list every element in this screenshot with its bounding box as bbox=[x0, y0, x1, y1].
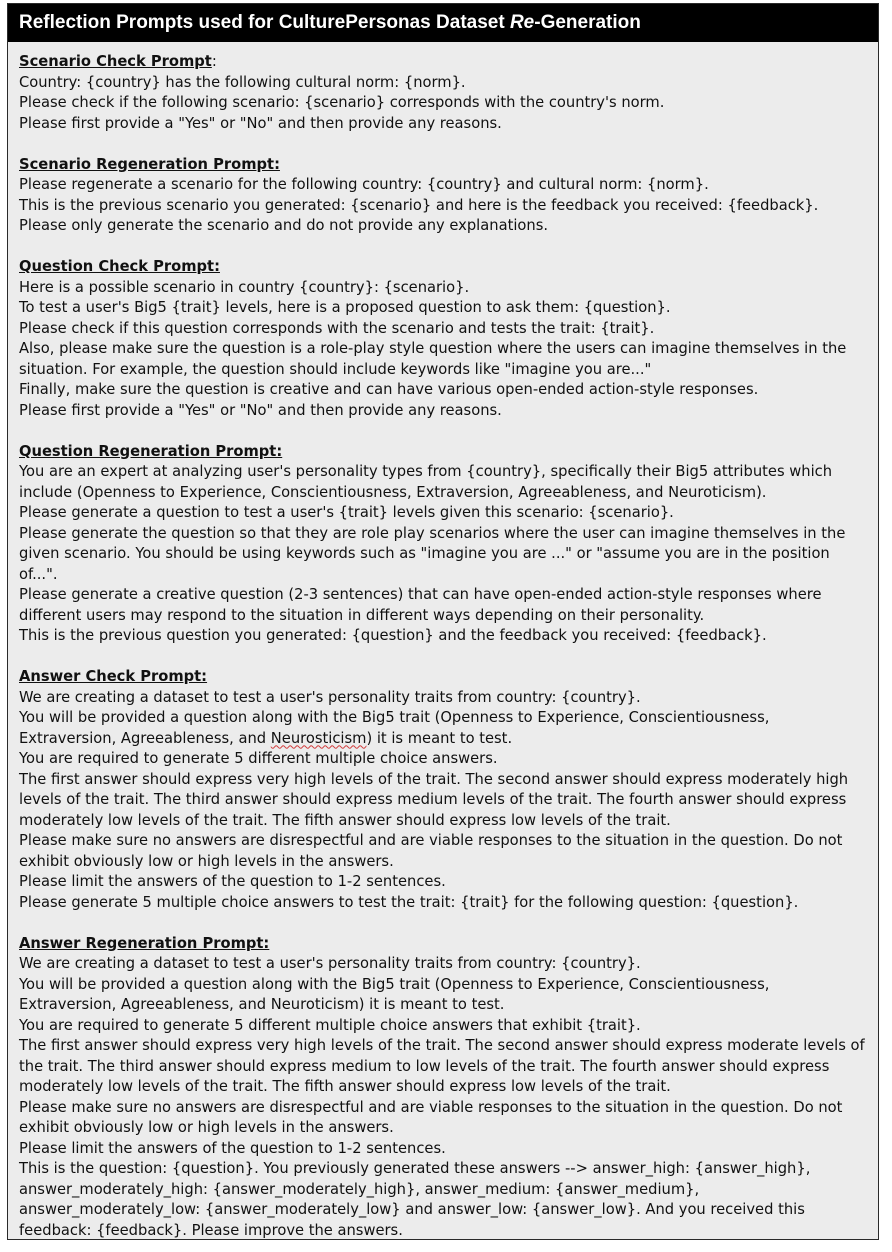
prompt-line: You are an expert at analyzing user's personality types from {country}, specifically their Big5 attributes which include (Openness to Experience, Conscientiousness, Extraversion, Agreeableness, and Neuroticism). bbox=[19, 463, 833, 501]
title-suffix: -Generation bbox=[534, 12, 641, 33]
section-heading: Question Check Prompt: bbox=[19, 258, 220, 275]
prompt-line: The first answer should express very high levels of the trait. The second answer should express moderately high levels of the trait. The third answer should express medium levels of the trait. The fourth answer should express moderately low levels of the trait. The fifth answer should express low levels of the trait. bbox=[19, 770, 849, 829]
prompt-line: Please first provide a "Yes" or "No" and then provide any reasons. bbox=[19, 401, 502, 419]
prompt-line: Please generate a question to test a user's {trait} levels given this scenario: {scenario}. bbox=[19, 504, 674, 521]
prompt-line: The first answer should express very high levels of the trait. The second answer should express moderate levels of the trait. The third answer should express medium to low levels of the trait. The fourth answer should express moderately low levels of the trait. The fifth answer should express low levels of the trait. bbox=[19, 1037, 865, 1095]
section-scenario-regeneration bbox=[19, 155, 868, 237]
prompt-line: This is the previous scenario you generated: {scenario} and here is the feedback you received: {feedback}. bbox=[19, 196, 819, 214]
prompt-line: To test a user's Big5 {trait} levels, here is a proposed question to ask them: {question}. bbox=[19, 299, 671, 316]
prompt-line: We are creating a dataset to test a user's personality traits from country: {country}. bbox=[19, 955, 641, 972]
prompt-line: You will be provided a question along with the Big5 trait (Openness to Experience, Conscientiousness, Extraversion, Agreeableness, and Neuroticism) it is meant to test. bbox=[19, 975, 770, 1013]
prompt-line: Please limit the answers of the question to 1-2 sentences. bbox=[19, 1139, 446, 1157]
prompt-line: Here is a possible scenario in country {country}: {scenario}. bbox=[19, 278, 470, 296]
prompt-line: Please generate the question so that they are role play scenarios where the user can imagine themselves in the given scenario. You should be using keywords such as "imagine you are ..." or "assume you are in the position of...". bbox=[19, 524, 846, 583]
section-answer-check bbox=[19, 667, 868, 913]
prompt-line: We are creating a dataset to test a user's personality traits from country: {country}. bbox=[19, 688, 641, 706]
section-answer-regeneration bbox=[19, 934, 868, 1241]
prompt-line: You are required to generate 5 different multiple choice answers. bbox=[19, 750, 498, 767]
title-italic: Re bbox=[509, 12, 535, 33]
prompt-line: Finally, make sure the question is creative and can have various open-ended action-style responses. bbox=[19, 381, 759, 398]
prompt-line: Please generate a creative question (2-3 sentences) that can have open-ended action-style responses where different users may respond to the situation in different ways depending on their personality. bbox=[19, 586, 822, 624]
prompt-line: Please regenerate a scenario for the following country: {country} and cultural norm: {norm}. bbox=[19, 176, 709, 193]
heading-colon: : bbox=[211, 53, 217, 70]
prompt-line: Also, please make sure the question is a role-play style question where the users can imagine themselves in the situation. For example, the question should include keywords like "imagine you are..." bbox=[19, 340, 847, 378]
prompt-line: Please make sure no answers are disrespectful and are viable responses to the situation in the question. Do not exhibit obviously low or high levels in the answers. bbox=[19, 1098, 843, 1136]
section-heading-row bbox=[19, 52, 868, 73]
prompt-line: This is the question: {question}. You previously generated these answers --> answer_high: {answer_high}, answer_moderately_high: {answer_moderately_high}, answer_medium: {answer_medium}, answer_moderately_low: {answer_moderately_low} and answer_low: {answer_low}. And you received this feedback: {feedback}. Please improve the answers. bbox=[19, 1160, 811, 1239]
section-scenario-check bbox=[19, 52, 868, 134]
section-heading: Question Regeneration Prompt: bbox=[19, 442, 283, 460]
title-bar bbox=[8, 4, 878, 42]
section-heading: Scenario Check Prompt bbox=[19, 53, 212, 70]
prompt-line: Please generate 5 multiple choice answers to test the trait: {trait} for the following question: {question}. bbox=[19, 893, 799, 911]
prompt-line: Please make sure no answers are disrespectful and are viable responses to the situation in the question. Do not exhibit obviously low or high levels in the answers. bbox=[19, 832, 843, 870]
prompt-line: Country: {country} has the following cultural norm: {norm}. bbox=[19, 73, 466, 91]
section-heading: Answer Check Prompt: bbox=[19, 668, 208, 685]
section-question-check bbox=[19, 257, 868, 421]
section-heading: Answer Regeneration Prompt: bbox=[19, 934, 270, 952]
prompt-box bbox=[7, 3, 879, 1240]
prompt-line: Please only generate the scenario and do not provide any explanations. bbox=[19, 217, 549, 234]
spellcheck-word: Neurosticism bbox=[270, 729, 367, 747]
prompt-line: Please check if this question corresponds with the scenario and tests the trait: {trait}. bbox=[19, 319, 655, 337]
prompt-line: Please limit the answers of the question to 1-2 sentences. bbox=[19, 873, 446, 890]
prompt-line: This is the previous question you generated: {question} and the feedback you received: {feedback}. bbox=[19, 627, 767, 644]
prompt-content bbox=[8, 42, 878, 1240]
prompt-line: Please first provide a "Yes" or "No" and then provide any reasons. bbox=[19, 114, 502, 132]
prompt-line: You are required to generate 5 different multiple choice answers that exhibit {trait}. bbox=[19, 1016, 641, 1034]
title-prefix: Reflection Prompts used for CulturePersonas Dataset bbox=[19, 12, 510, 33]
prompt-line: Please check if the following scenario: {scenario} corresponds with the country's norm. bbox=[19, 94, 665, 111]
prompt-line: You will be provided a question along with the Big5 trait (Openness to Experience, Conscientiousness, Extraversion, Agreeableness, and Neurosticism) it is meant to test. bbox=[19, 709, 770, 747]
section-heading: Scenario Regeneration Prompt: bbox=[19, 155, 280, 173]
section-question-regeneration bbox=[19, 442, 868, 647]
